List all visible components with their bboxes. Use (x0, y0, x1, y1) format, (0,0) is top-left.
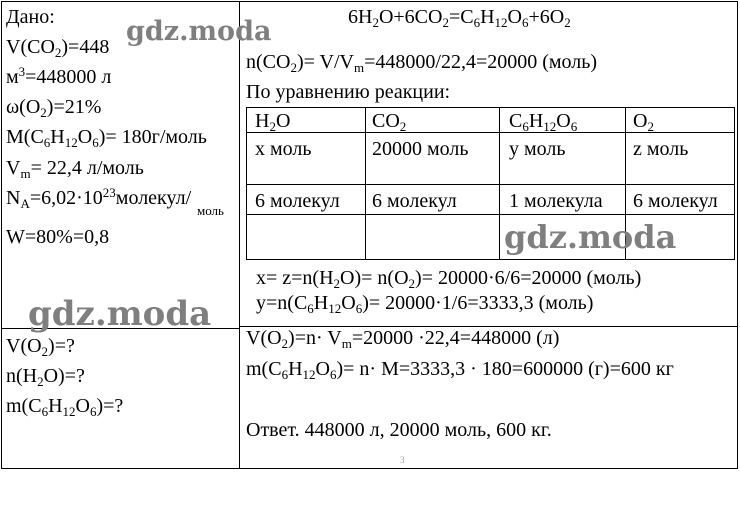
table-header-co2: $CO_2$ (372, 110, 407, 134)
find-n-h2o: $n(H_2O)=$? (6, 365, 85, 389)
n-co2-calc: $n(CO_2)= V/V_m=448000/22,4=20000$ (моль) (246, 51, 598, 75)
table-cell: 20000 моль (372, 138, 469, 160)
table-cell: y моль (509, 138, 566, 160)
table-row-line (247, 132, 734, 133)
given-avogadro: $N_A=6,02\cdot 10^{23}молекул/$ (6, 185, 192, 211)
v-o2-calc: $V(O_2)=n\cdot V_m=20000 \cdot 22,4=448000$ (л) (246, 327, 560, 351)
faint-mark: 3 (400, 455, 405, 465)
given-avogadro-unit: моль (197, 203, 224, 218)
table-cell: 6 молекул (372, 190, 457, 212)
table-row-line (247, 214, 734, 215)
given-molar-mass-glucose: $M(C_6H_{12}O_6)=$ 180г/моль (6, 126, 207, 150)
table-header-glucose: $C_6H_{12}O_6$ (509, 110, 578, 134)
watermark: gdz.moda (504, 218, 677, 256)
column-divider (239, 2, 240, 469)
given-v-co2: $V(CO_2)=448$ (6, 36, 110, 60)
given-omega-o2: $\omega(O_2)=21\%$ (6, 96, 102, 120)
table-cell: z моль (633, 138, 689, 160)
given-molar-volume: $V_m= 22,4$ л/моль (6, 157, 144, 181)
watermark: gdz.moda (28, 294, 212, 334)
answer-line: Ответ. 448000 л, 20000 моль, 600 кг. (246, 419, 552, 441)
table-cell: x моль (255, 138, 312, 160)
m-glucose-calc: $m(C_6H_{12}O_6)= n\cdot M=3333,3 \cdot 180=600000$ (г)=600 кг (246, 358, 674, 382)
table-header-o2: $O_2$ (633, 110, 654, 134)
table-cell: 6 молекул (255, 190, 340, 212)
table-header-h2o: $H_2O$ (255, 110, 291, 134)
find-v-o2: $V(O_2)=$? (6, 335, 75, 359)
given-title: Дано: (6, 6, 55, 28)
given-volume-m3: $м^3=448000$ л (6, 64, 112, 88)
xz-calc: $x= z=n(H_2O)= n(O_2)= 20000\cdot 6/6=20000$ (моль) (256, 267, 642, 291)
watermark: gdz.moda (126, 16, 272, 47)
table-cell: 1 молекула (509, 190, 603, 212)
by-equation-heading: По уравнению реакции: (246, 81, 451, 103)
reaction-equation: $6H_2O+6CO_2=C_6H_{12}O_6+6O_2$ (348, 6, 571, 30)
table-row-line (247, 184, 734, 185)
find-m-glucose: $m(C_6H_{12}O_6)=$? (6, 395, 124, 419)
given-yield: W=80%=0,8 (6, 226, 110, 248)
table-cell: 6 молекул (633, 190, 718, 212)
y-calc: $y=n(C_6H_{12}O_6)= 20000\cdot 1/6=3333,3$ (моль) (256, 292, 594, 316)
